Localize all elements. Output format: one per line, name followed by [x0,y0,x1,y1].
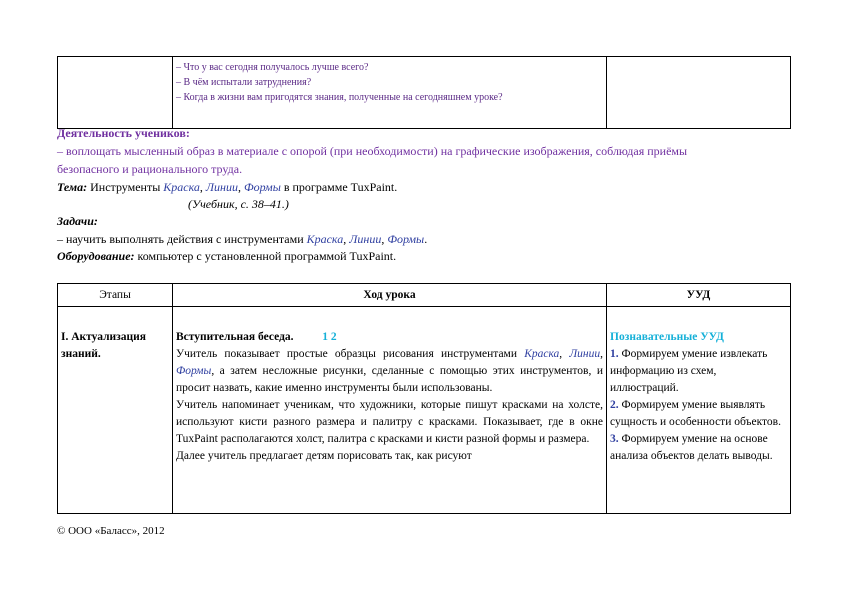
tasks-heading [57,212,98,230]
topic-line [57,178,790,196]
copyright-footer: © ООО «Баласс», 2012 [57,525,165,537]
lesson-paragraph-3: Далее учитель предлагает детям порисовать так, как рисуют [176,450,472,462]
uud-title: Познавательные УУД [610,331,724,343]
uud-text: Формируем умение на основе анализа объектов делать выводы. [610,433,773,462]
equipment-line [57,247,396,265]
topic-text: Инструменты [87,180,164,194]
tool-lines: Линии [205,180,238,194]
students-heading: Деятельность учеников: [57,126,190,140]
uud-item [610,431,787,465]
separator: , [343,232,350,246]
uud-cell [607,307,791,514]
stage-name: I. Актуализация знаний. [61,331,147,360]
slide-numbers: 1 2 [322,331,337,343]
reflection-table [57,56,791,129]
question-item: – В чём испытали затруднения? [176,77,312,88]
separator: , [237,180,244,194]
question-item: – Когда в жизни вам пригодятся знания, полученные на сегодняшнем уроке? [176,92,503,103]
tool-paint: Краска [306,232,344,246]
header-stages: Этапы [58,284,173,307]
stage-cell [58,307,173,514]
tool-shapes: Формы [176,365,212,377]
students-text-line1: – воплощать мысленный образ в материале с опорой (при необходимости) на графические изображения, соблюдая приёмы [57,144,688,158]
lesson-title: Вступительная беседа. [176,331,294,343]
topic-source [188,195,289,213]
separator: , [559,348,570,360]
tool-shapes: Формы [387,232,425,246]
uud-number: 3. [610,433,619,445]
lesson-text: , а затем несложные рисунки, сделанные с помощью этих инструментов, и просит назвать, какие именно инструменты были использованы. [176,365,603,394]
tasks-label: Задачи: [57,214,98,228]
uud-item [610,397,787,431]
separator: , [199,180,206,194]
uud-number: 1. [610,348,619,360]
reflection-questions-cell [173,57,607,129]
question-item: – Что у вас сегодня получалось лучше всего? [176,62,369,73]
lesson-cell [173,307,607,514]
uud-number: 2. [610,399,619,411]
students-activity [57,124,790,178]
tasks-text: – научить выполнять действия с инструментами [57,232,307,246]
students-text-line2: безопасного и рационального труда. [57,162,243,176]
topic-label: Тема: [57,180,88,194]
uud-text: Формируем умение выявлять сущность и особенности объектов. [610,399,781,428]
equipment-label: Оборудование: [57,249,135,263]
tool-shapes: Формы [243,180,281,194]
header-uud: УУД [607,284,791,307]
tool-paint: Краска [163,180,200,194]
tasks-line [57,230,427,248]
tool-paint: Краска [524,348,560,360]
uud-item [610,346,787,397]
lesson-paragraph-1 [176,346,603,397]
tool-lines: Линии [349,232,382,246]
topic-text-end: в программе TuxPaint. [280,180,398,194]
textbook-reference: (Учебник, с. 38–41.) [188,197,289,211]
tool-lines: Линии [569,348,601,360]
equipment-text: компьютер с установленной программой TuxPaint. [134,249,397,263]
reflection-cell-empty-right [607,57,791,129]
reflection-cell-empty-left [58,57,173,129]
lesson-paragraph-2: Учитель напоминает ученикам, что художники, которые пишут красками на холсте, используют кисти разного размера и палитру с красками. Показывает, где в окне TuxPaint располагаются холст, палитра с красками и кисти разной формы и размера. [176,399,603,445]
separator: , [600,348,604,360]
uud-text: Формируем умение извлекать информацию из схем, иллюстраций. [610,348,768,394]
period: . [424,232,428,246]
lesson-table [57,283,791,514]
lesson-text: Учитель показывает простые образцы рисования инструментами [176,348,525,360]
header-lesson-flow: Ход урока [173,284,607,307]
separator: , [381,232,388,246]
